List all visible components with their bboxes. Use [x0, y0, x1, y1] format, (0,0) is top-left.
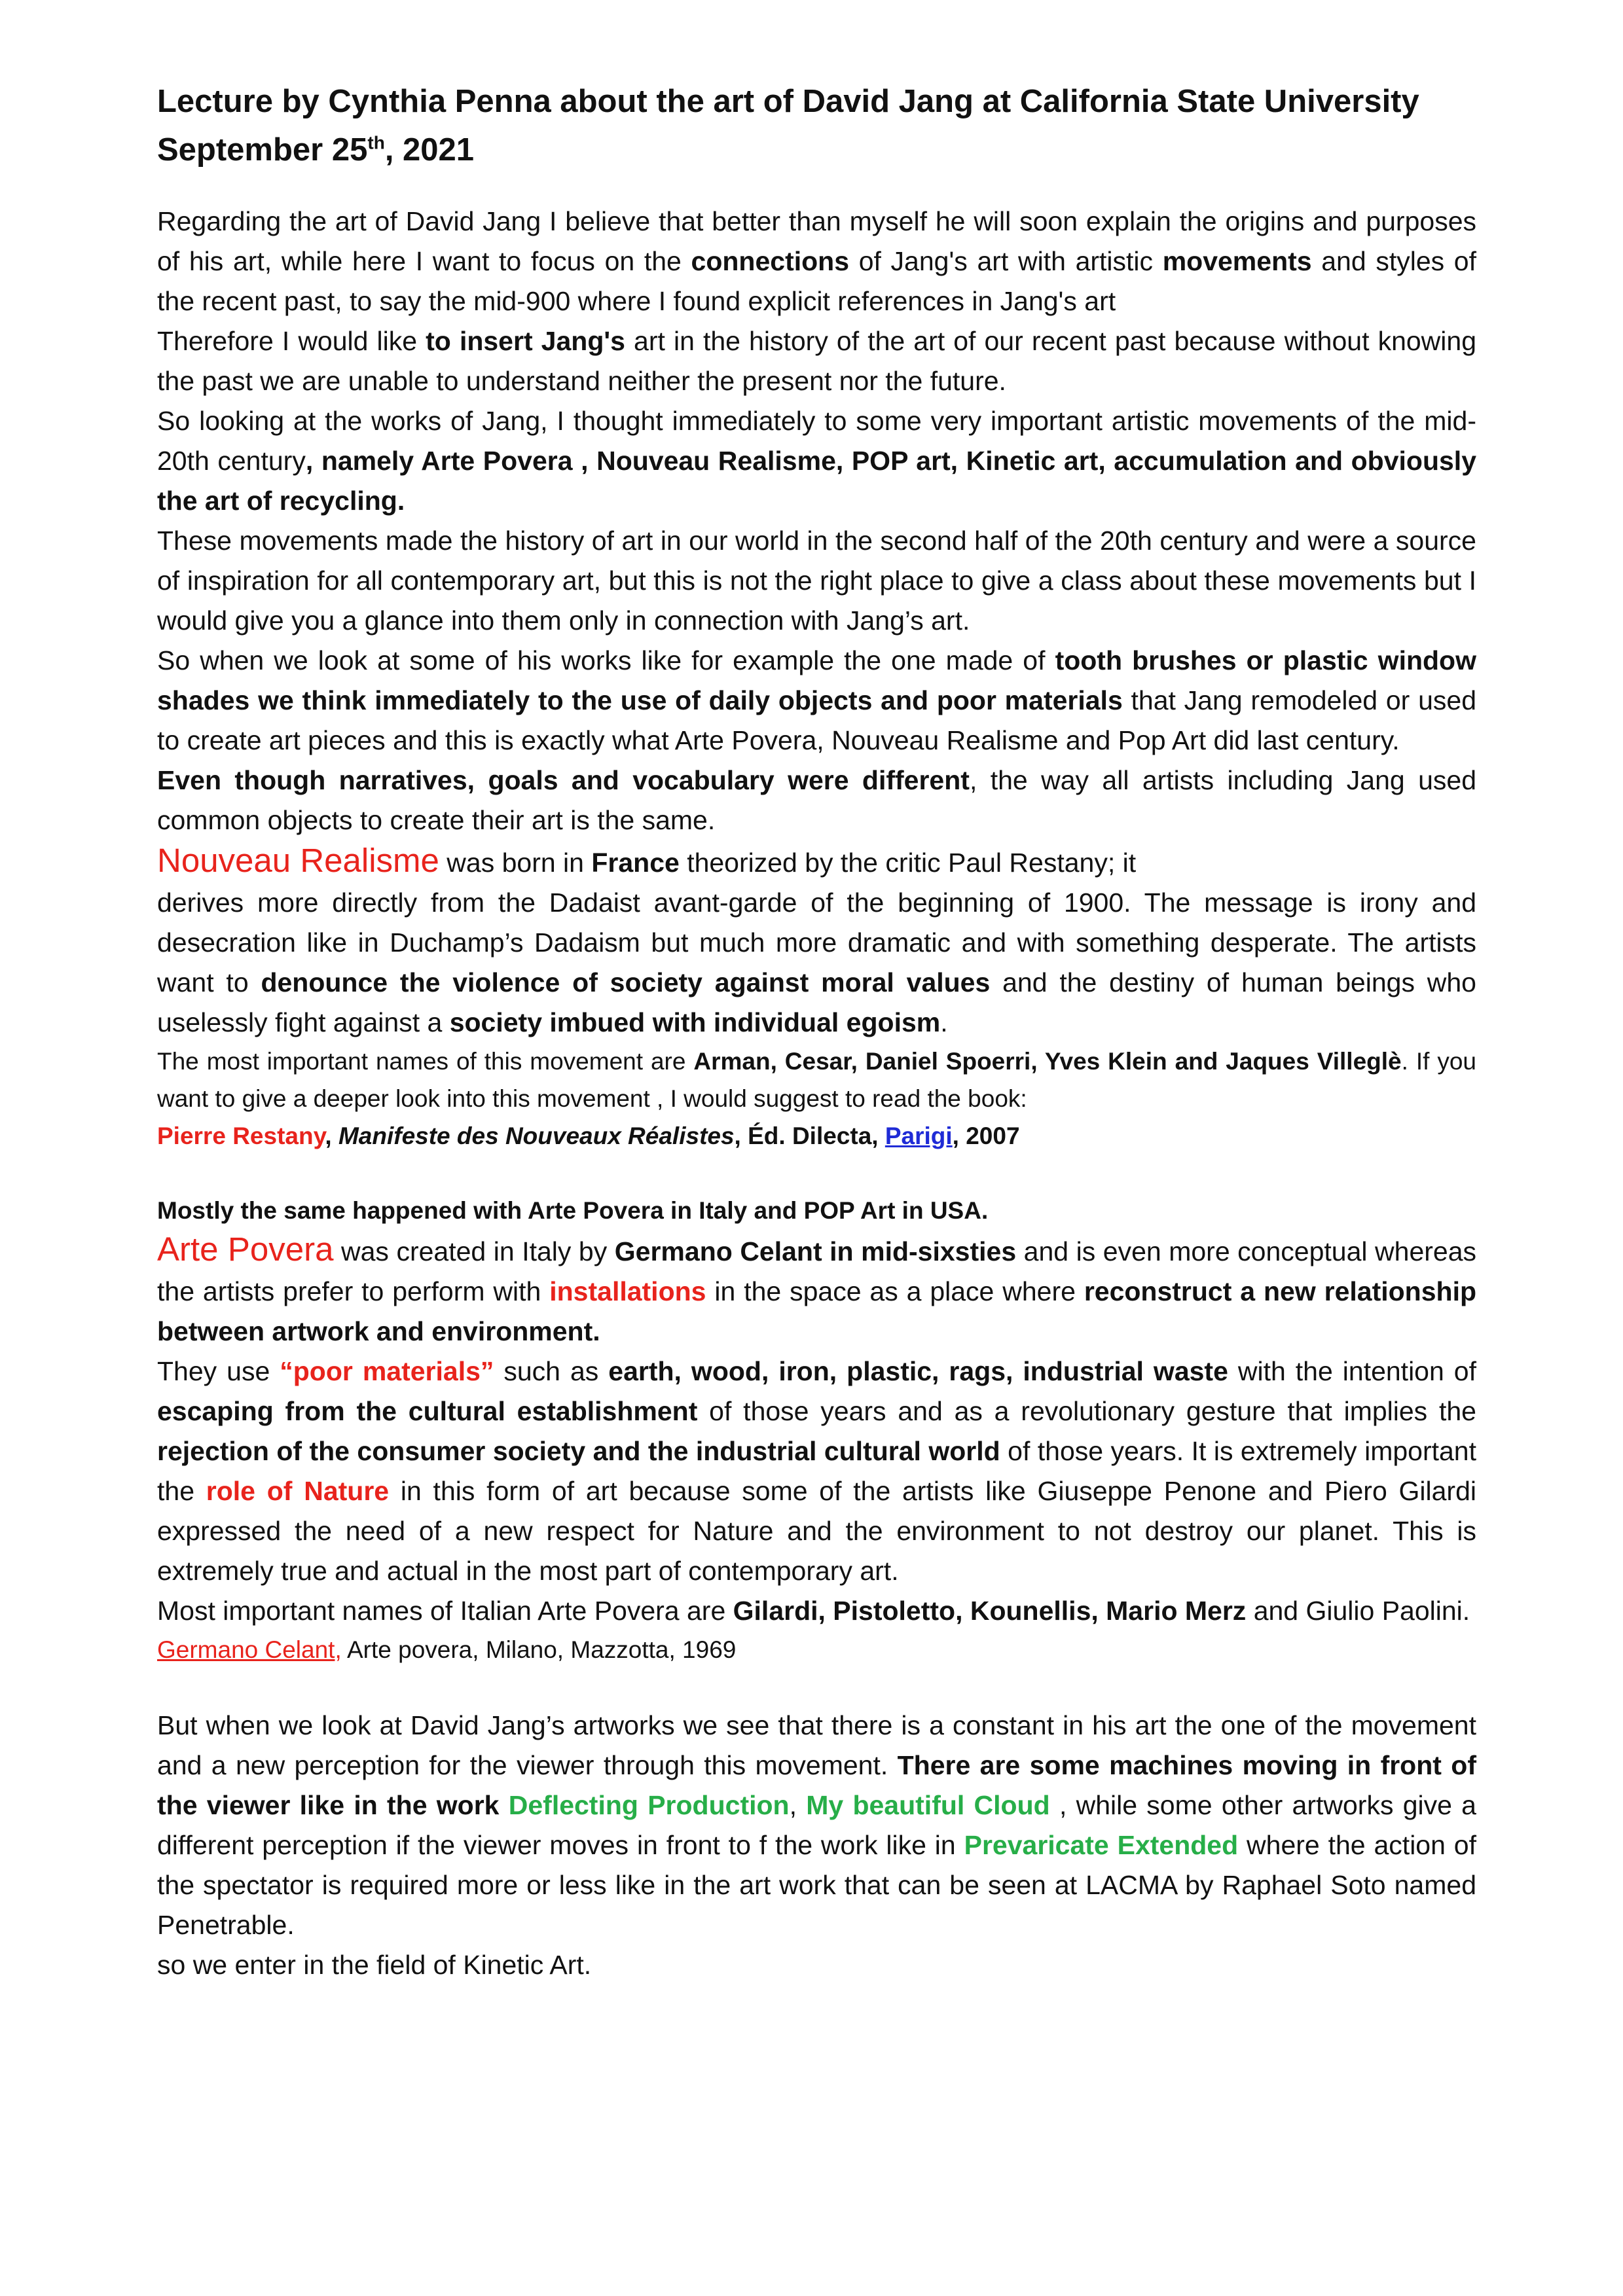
text-bold: Even though narratives, goals and vocabulary were different	[157, 765, 970, 795]
text-run: . If you want to give a deeper look into this movement , I would suggest to read the book:	[157, 1048, 1477, 1112]
text-bold: rejection of the consumer society and the industrial cultural world	[157, 1436, 1000, 1466]
paragraph-names-nouveau	[157, 1043, 1476, 1117]
text-run: ,	[335, 1636, 342, 1663]
text-run: and styles of the recent past, to say the mid-900 where I found explicit references in Jang's art	[157, 246, 1476, 316]
text-run: where the action of the spectator is required more or less like in the art work that can be seen at LACMA by Raphael Soto named Penetrable.	[157, 1830, 1476, 1940]
text-bold: tooth brushes or plastic window shades we think immediately to the use of daily objects and poor materials	[157, 645, 1476, 715]
text-bold: movements	[1162, 246, 1312, 276]
text-run: in the space as a place where	[706, 1276, 1084, 1306]
spacer	[157, 1155, 1476, 1192]
text-run: with the intention of	[1228, 1356, 1476, 1386]
text-bold: connections	[691, 246, 850, 276]
text-run: such as	[494, 1356, 609, 1386]
text-run: and Giulio Paolini.	[1246, 1596, 1470, 1626]
text-bold: Arman, Cesar, Daniel Spoerri, Yves Klein and Jaques Villeglè	[693, 1048, 1402, 1075]
text-bold: denounce the violence of society against moral values	[261, 967, 991, 997]
text-highlight: installations	[549, 1276, 706, 1306]
text-bold: Germano Celant in mid-sixsties	[614, 1236, 1017, 1266]
text-run: So when we look at some of his works like for example the one made of	[157, 645, 1055, 675]
text-run: theorized by the critic Paul Restany; it	[679, 848, 1137, 878]
text-run: , Éd. Dilecta,	[734, 1122, 885, 1149]
title-date-suffix: th	[367, 132, 385, 153]
text-bold: There are some machines moving in front of the viewer like in the work	[157, 1750, 1477, 1820]
text-run: , the way all artists including Jang used common objects to create their art is the same.	[157, 765, 1476, 835]
text-bold: Gilardi, Pistoletto, Kounellis, Mario Merz	[733, 1596, 1247, 1626]
text-run: , while some other artworks give a different perception if the viewer moves in front to f the work like in	[157, 1790, 1476, 1860]
title-year: , 2021	[384, 132, 475, 168]
paragraph-poor-materials	[157, 1352, 1476, 1591]
text-run: , 2007	[952, 1122, 1020, 1149]
paragraph-history	[157, 521, 1476, 641]
text-run: Therefore I would like	[157, 326, 426, 356]
page-title	[157, 77, 1476, 174]
text-run: The most important names of this movement are	[157, 1048, 694, 1075]
text-bold: , namely Arte Povera , Nouveau Realisme, POP art, Kinetic art, accumulation and obviously the art of recycling.	[157, 446, 1476, 516]
text-run: ,	[789, 1790, 807, 1820]
title-date: September 25	[157, 132, 368, 168]
reference-city-link[interactable]: Parigi	[884, 1122, 953, 1149]
reference-celant	[157, 1631, 1476, 1668]
paragraph-intro	[157, 202, 1476, 321]
text-run: was created in Italy by	[333, 1236, 615, 1266]
paragraph-dadaist	[157, 883, 1476, 1043]
text-run: derives more directly from the Dadaist avant-garde of the beginning of 1900. The message is irony and desecration like in Duchamp’s Dadaism but much more dramatic and with something desperate. The artists want to	[157, 888, 1476, 997]
text-run: and is even more conceptual whereas the artists prefer to perform with	[157, 1236, 1477, 1306]
text-run: Most important names of Italian Arte Povera are	[157, 1596, 733, 1626]
paragraph-kinetic	[157, 1706, 1476, 1945]
paragraph-arte-povera	[157, 1229, 1476, 1352]
text-bold: Mostly the same happened with Arte Povera in Italy and POP Art in USA.	[157, 1197, 989, 1224]
text-bold: society imbued with individual egoism	[449, 1007, 941, 1037]
reference-author: Pierre Restany	[157, 1122, 325, 1149]
artwork-title: My beautiful Cloud	[806, 1790, 1050, 1820]
text-bold: escaping from the cultural establishment	[157, 1396, 698, 1426]
text-run: They use	[157, 1356, 280, 1386]
text-run: of those years. It is extremely important the	[157, 1436, 1476, 1506]
text-run: was born in	[439, 848, 592, 878]
text-run: So looking at the works of Jang, I thought immediately to some very important artistic movements of the mid-20th century	[157, 406, 1476, 476]
paragraph-mostly-same	[157, 1192, 1476, 1229]
paragraph-nouveau-realisme-heading	[157, 840, 1476, 883]
reference-book-title: Manifeste des Nouveaux Réalistes	[338, 1122, 735, 1149]
text-run: of Jang's art with artistic	[849, 246, 1163, 276]
paragraph-narratives	[157, 761, 1476, 840]
document-page	[157, 77, 1476, 1985]
paragraph-kinetic-art	[157, 1945, 1476, 1985]
artwork-title: Prevaricate Extended	[964, 1830, 1239, 1860]
text-run: art in the history of the art of our recent past because without knowing the past we are unable to understand neither the present nor the future.	[157, 326, 1477, 396]
text-highlight: “poor materials”	[280, 1356, 494, 1386]
text-run: and the destiny of human beings who uselessly fight against a	[157, 967, 1476, 1037]
text-run: But when we look at David Jang’s artworks we see that there is a constant in his art the one of the movement and a new perception for the viewer through this movement.	[157, 1710, 1476, 1780]
text-run: .	[940, 1007, 948, 1037]
text-run: Arte povera, Milano, Mazzotta, 1969	[341, 1636, 737, 1663]
text-run: ,	[325, 1122, 338, 1149]
spacer	[157, 1668, 1476, 1706]
text-run: Regarding the art of David Jang I believe that better than myself he will soon explain the origins and purposes of his art, while here I want to focus on the	[157, 206, 1476, 276]
paragraph-names-povera	[157, 1591, 1476, 1631]
text-run: These movements made the history of art in our world in the second half of the 20th century and were a source of inspiration for all contemporary art, but this is not the right place to give a class about these movements but I would give you a glance into them only in connection with Jang’s art.	[157, 526, 1476, 636]
text-highlight: role of Nature	[206, 1476, 390, 1506]
paragraph-movements	[157, 401, 1476, 521]
title-line-2	[157, 126, 1476, 174]
text-bold: to insert Jang's	[426, 326, 625, 356]
reference-restany	[157, 1117, 1476, 1155]
text-run: of those years and as a revolutionary gesture that implies the	[697, 1396, 1476, 1426]
paragraph-materials	[157, 641, 1476, 761]
section-heading-arte-povera: Arte Povera	[157, 1230, 334, 1268]
text-run: that Jang remodeled or used to create art pieces and this is exactly what Arte Povera, Nouveau Realisme and Pop Art did last century.	[157, 685, 1476, 755]
section-heading-nouveau-realisme: Nouveau Realisme	[157, 842, 439, 879]
title-line-1: Lecture by Cynthia Penna about the art of David Jang at California State University	[157, 84, 1419, 119]
text-run: so we enter in the field of Kinetic Art.	[157, 1950, 592, 1980]
text-run: in this form of art because some of the artists like Giuseppe Penone and Piero Gilardi expressed the need of a new respect for Nature and the environment to not destroy our planet. This is extremely true and actual in the most part of contemporary art.	[157, 1476, 1476, 1586]
text-bold: reconstruct a new relationship between artwork and environment.	[157, 1276, 1477, 1346]
artwork-title: Deflecting Production	[508, 1790, 790, 1820]
text-bold: earth, wood, iron, plastic, rags, industrial waste	[608, 1356, 1228, 1386]
paragraph-insert	[157, 321, 1476, 401]
text-bold: France	[591, 848, 680, 878]
reference-author-link[interactable]: Germano Celant	[157, 1636, 335, 1663]
